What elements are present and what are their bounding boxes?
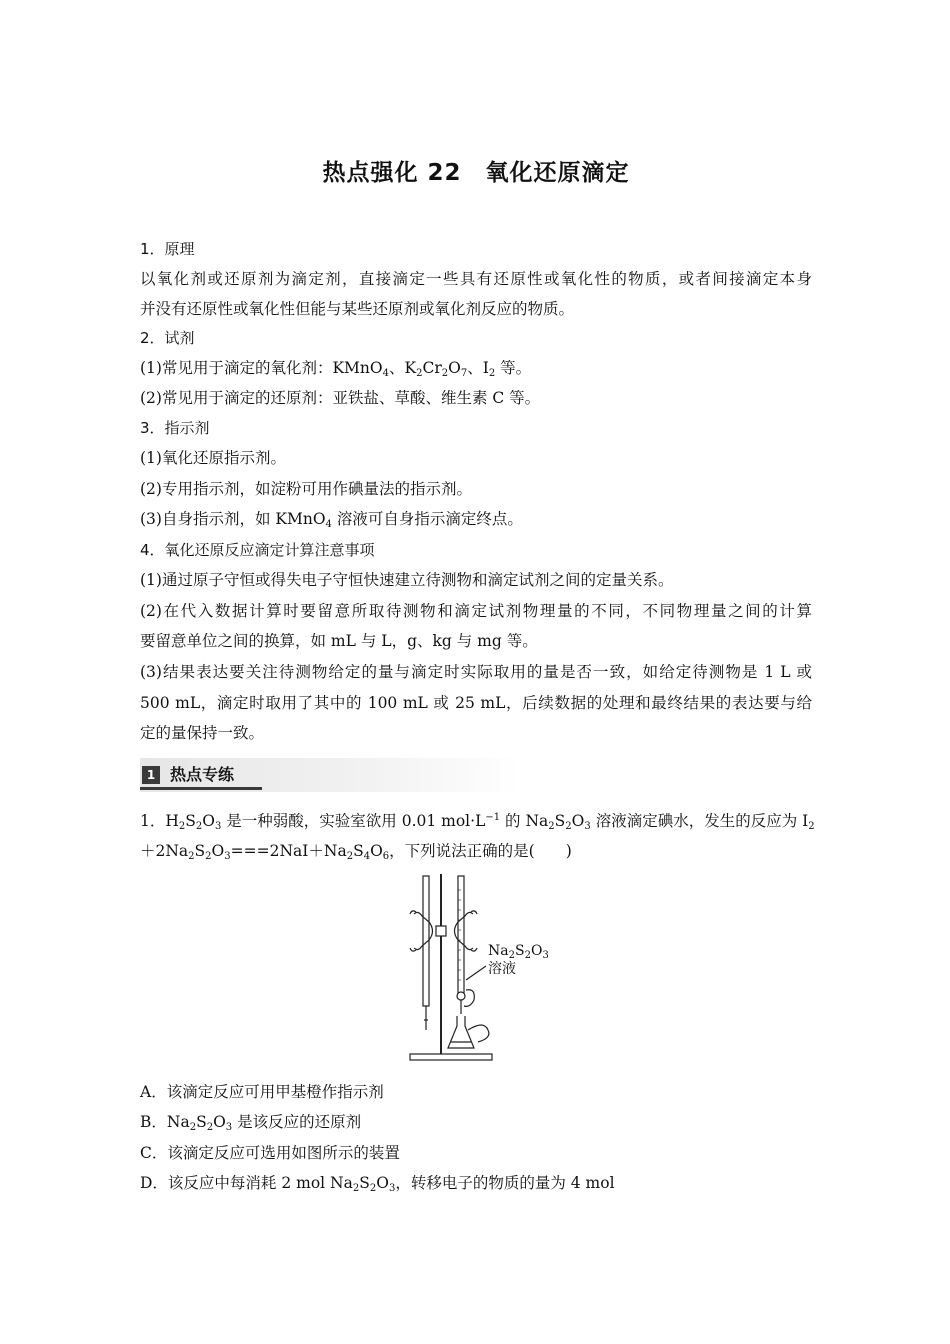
paragraph-line: 要留意单位之间的换算，如 mL 与 L，g、kg 与 mg 等。 (140, 632, 538, 650)
question-stem-line (140, 836, 812, 866)
practice-section-header (140, 758, 520, 792)
section-label: 热点专练 (170, 765, 235, 784)
paragraph-line: (2)常见用于滴定的还原剂：亚铁盐、草酸、维生素 C 等。 (140, 389, 541, 407)
section-heading-calculation: 4．氧化还原反应滴定计算注意事项 (140, 541, 375, 559)
paragraph-line: (2)专用指示剂，如淀粉可用作碘量法的指示剂。 (140, 480, 472, 498)
titration-apparatus-figure (408, 870, 568, 1065)
paragraph-line: 并没有还原性或氧化性但能与某些还原剂或氧化剂反应的物质。 (140, 300, 575, 318)
rich-line: D．该反应中每消耗 2 mol $Na_2S_2O_3$，转移电子的物质的量为 4 mol (140, 1174, 615, 1194)
paragraph-line: (2)在代入数据计算时要留意所取待测物和滴定试剂物理量的不同，不同物理量之间的计算 (140, 602, 812, 620)
paragraph-line: 定的量保持一致。 (140, 724, 265, 742)
section-number-badge: 1 (142, 766, 160, 784)
paragraph-line (140, 504, 812, 534)
section-underline (140, 787, 262, 790)
rich-line: B．$Na_2S_2O_3$ 是该反应的还原剂 (140, 1113, 362, 1133)
paragraph-line: (1)氧化还原指示剂。 (140, 449, 286, 467)
page-title: 热点强化 22 氧化还原滴定 (322, 160, 630, 186)
figure-label-solution-name (488, 942, 549, 960)
question-stem-line (140, 806, 815, 836)
paragraph-line: (1)通过原子守恒或得失电子守恒快速建立待测物和滴定试剂之间的定量关系。 (140, 571, 674, 589)
option-a: A．该滴定反应可用甲基橙作指示剂 (140, 1083, 384, 1101)
section-heading-principle: 1．原理 (140, 240, 195, 258)
rich-line: $Na_2S_2O_3$ (488, 943, 549, 961)
figure-label-solution-word: 溶液 (488, 961, 516, 977)
rich-line: 1．$H_2S_2O_3$ 是一种弱酸，实验室欲用 0.01 $mol\cdot L^{-1}$ 的 $Na_2S_2O_3$ 溶液滴定碘水，发生的反应为 $I_2$ (140, 812, 815, 832)
rich-line: (3)自身指示剂，如 KMnO$_4$ 溶液可自身指示滴定终点。 (140, 510, 523, 530)
option-d (140, 1168, 812, 1198)
paragraph-line: (3)结果表达要关注待测物给定的量与滴定时实际取用的量是否一致，如给定待测物是 1 L 或 (140, 663, 812, 681)
paragraph-line (140, 353, 812, 383)
rich-line: (1)常见用于滴定的氧化剂：KMnO$_4$、$K_2Cr_2O_7$、$I_2$ 等。 (140, 359, 532, 379)
rich-line: $+2Na_2S_2O_3===2NaI+Na_2S_4O_6$，下列说法正确的是( ) (140, 842, 572, 862)
option-c: C．该滴定反应可选用如图所示的装置 (140, 1144, 400, 1162)
section-heading-reagents: 2．试剂 (140, 329, 195, 347)
paragraph-line: 以氧化剂或还原剂为滴定剂，直接滴定一些具有还原性或氧化性的物质，或者间接滴定本身 (140, 270, 812, 288)
section-heading-indicators: 3．指示剂 (140, 419, 210, 437)
option-b (140, 1107, 812, 1137)
paragraph-line: 500 mL，滴定时取用了其中的 100 mL 或 25 mL，后续数据的处理和最终结果的表达要与给 (140, 694, 812, 712)
